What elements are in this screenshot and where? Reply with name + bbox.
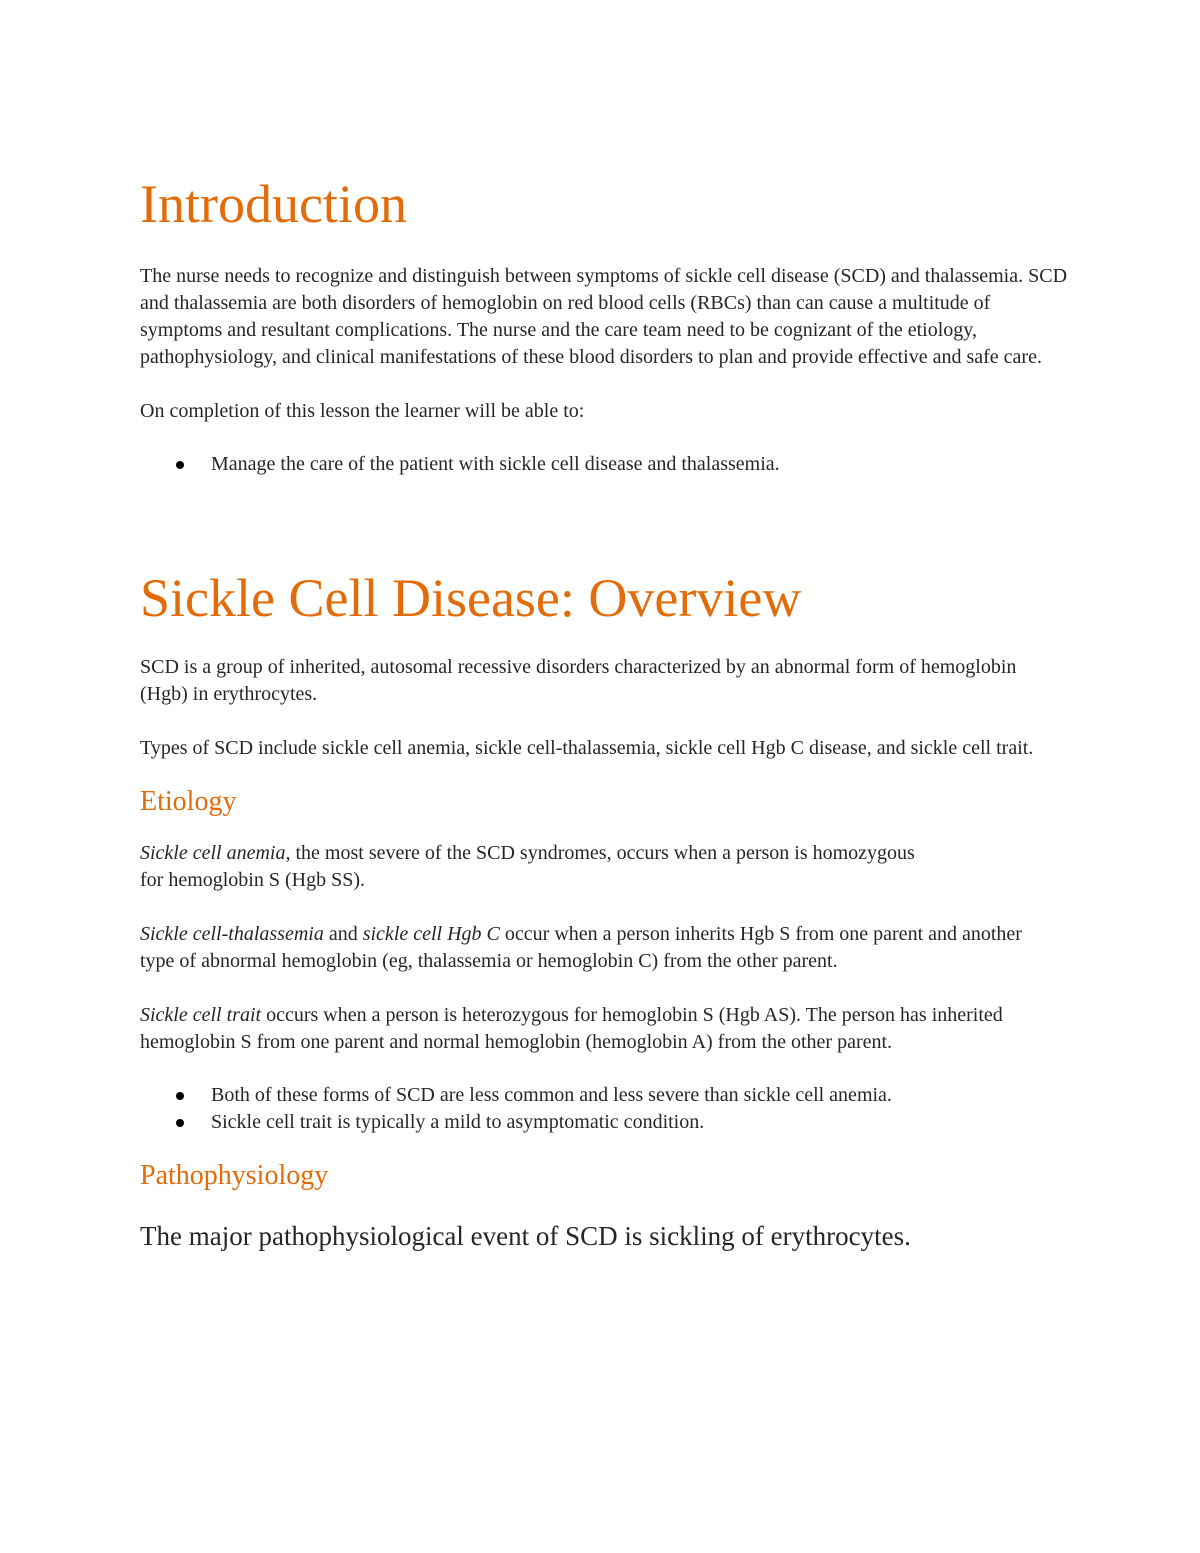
etiology-heading: Etiology [140,786,237,817]
intro-paragraph: The nurse needs to recognize and distinguish between symptoms of sickle cell disease (SCD) and thalassemia. SCD and thalassemia are both disorders of hemoglobin on red blood cells (RBCs) than can cause a multitude of symptoms and resultant complications. The nurse and the care team need to be cognizant of the etiology, pathophysiology, and clinical manifestations of these blood disorders to plan and provide effective and safe care. [140,265,1068,368]
bullet-icon [176,461,184,469]
list-item [140,1109,1080,1136]
list-item [140,451,1080,478]
list-item [140,1082,1080,1109]
objectives-intro: On completion of this lesson the learner will be able to: [140,400,585,422]
etiology-p2-and: and [323,923,363,945]
etiology-paragraph-1 [140,840,930,894]
etiology-p3-text: occurs when a person is heterozygous for hemoglobin S (Hgb AS). The person has inherited hemoglobin S from one parent and normal hemoglobin (hemoglobin A) from the other parent. [140,1004,1003,1053]
etiology-paragraph-3 [140,1002,1045,1056]
objectives-list [140,451,1080,478]
term-sickle-cell-hgb-c: sickle cell Hgb C [362,923,500,945]
etiology-paragraph-2 [140,921,1050,975]
introduction-heading: Introduction [140,174,407,234]
overview-heading: Sickle Cell Disease: Overview [140,568,802,628]
bullet-icon [176,1092,184,1100]
etiology-p2-text: occur when a person inherits Hgb S from one parent and another type of abnormal hemoglobin (eg, thalassemia or hemoglobin C) from the other parent. [140,923,1022,972]
pathophysiology-heading: Pathophysiology [140,1160,329,1191]
etiology-p1-text: the most severe of the SCD syndromes, occurs when a person is homozygous for hemoglobin S (Hgb SS). [140,842,915,891]
term-sickle-cell-anemia: Sickle cell anemia, [140,842,291,864]
list-item-text: Both of these forms of SCD are less common and less severe than sickle cell anemia. [211,1084,892,1106]
bullet-icon [176,1119,184,1127]
list-item-text: Manage the care of the patient with sickle cell disease and thalassemia. [211,453,780,475]
pathophysiology-lead: The major pathophysiological event of SCD is sickling of erythrocytes. [140,1221,911,1251]
list-item-text: Sickle cell trait is typically a mild to asymptomatic condition. [211,1111,705,1133]
term-sickle-cell-trait: Sickle cell trait [140,1004,262,1026]
etiology-bullets [140,1082,1080,1136]
overview-paragraph-2: Types of SCD include sickle cell anemia, sickle cell-thalassemia, sickle cell Hgb C disease, and sickle cell trait. [140,737,1034,759]
term-sickle-cell-thalassemia: Sickle cell-thalassemia [140,923,324,945]
overview-paragraph-1: SCD is a group of inherited, autosomal recessive disorders characterized by an abnormal form of hemoglobin (Hgb) in erythrocytes. [140,656,1017,705]
document-page [140,168,1080,1254]
